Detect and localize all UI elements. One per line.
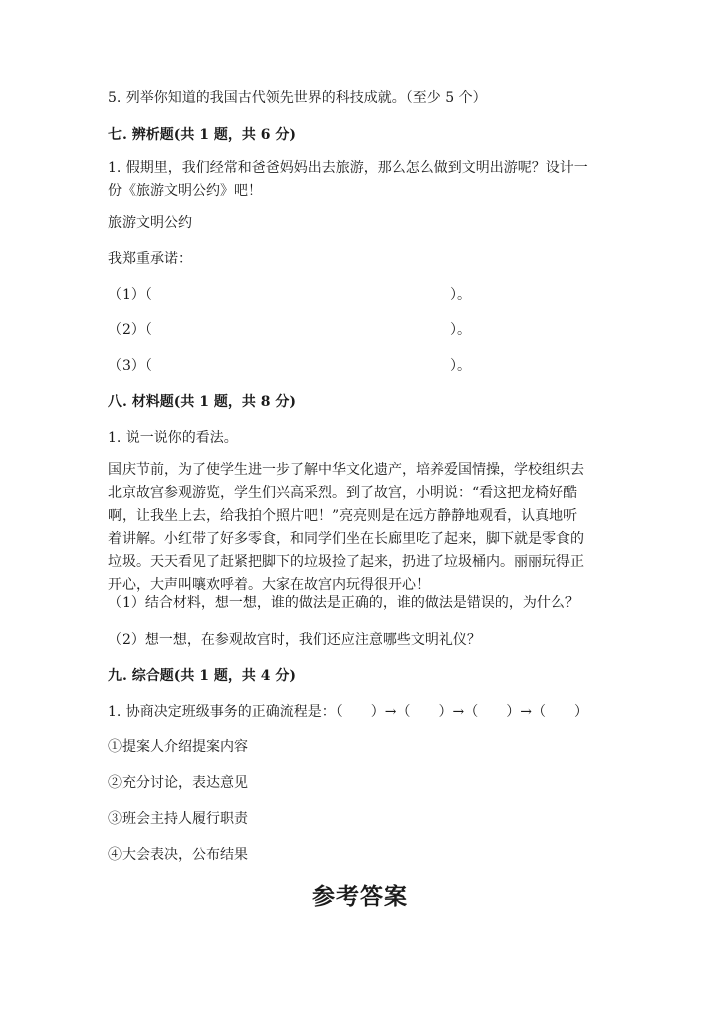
option-1: ①提案人介绍提案内容 xyxy=(108,739,248,755)
material-line: 啊，让我坐上去，给我拍个照片吧！”亮亮则是在远方静静地观看，认真地听 xyxy=(108,508,578,524)
material-line: 开心，大声叫嚷欢呼着。大家在故宫内玩得很开心！ xyxy=(108,577,430,593)
sub-question-2: （2）想一想，在参观故宫时，我们还应注意哪些文明礼仪？ xyxy=(108,632,481,648)
answer-title: 参考答案 xyxy=(312,883,408,910)
question-5: 5. 列举你知道的我国古代领先世界的科技成就。（至少 5 个） xyxy=(108,90,487,106)
material-paragraph xyxy=(108,459,620,597)
section-9-heading: 九. 综合题(共 1 题，共 4 分) xyxy=(108,668,296,684)
option-3: ③班会主持人履行职责 xyxy=(108,811,248,827)
material-line: 北京故宫参观游览，学生们兴高采烈。到了故宫，小明说：“看这把龙椅好酷 xyxy=(108,485,578,501)
sub-question-1: （1）结合材料，想一想，谁的做法是正确的，谁的做法是错误的，为什么？ xyxy=(108,595,579,611)
blank-2-label: （2）（ xyxy=(108,322,152,338)
blank-2-close: ）。 xyxy=(450,322,471,338)
blank-3-label: （3）（ xyxy=(108,358,152,374)
blank-3-close: ）。 xyxy=(450,358,471,374)
section-8-heading: 八. 材料题(共 1 题，共 8 分) xyxy=(108,394,296,410)
section-7-heading: 七. 辨析题(共 1 题，共 6 分) xyxy=(108,127,296,143)
convention-title: 旅游文明公约 xyxy=(108,215,192,231)
option-2: ②充分讨论，表达意见 xyxy=(108,775,248,791)
section-8-question-1: 1. 说一说你的看法。 xyxy=(108,430,238,446)
pledge-line: 我郑重承诺： xyxy=(108,251,192,267)
question-line: 1. 假期里，我们经常和爸爸妈妈出去旅游，那么怎么做到文明出游呢？设计一 xyxy=(108,160,588,176)
material-line: 国庆节前，为了使学生进一步了解中华文化遗产，培养爱国情操，学校组织去 xyxy=(108,462,584,478)
option-4: ④大会表决，公布结果 xyxy=(108,847,248,863)
section-9-question-1: 1. 协商决定班级事务的正确流程是：（ ）→（ ）→（ ）→（ ） xyxy=(108,704,588,720)
material-line: 垃圾。天天看见了赶紧把脚下的垃圾捡了起来，扔进了垃圾桶内。丽丽玩得正 xyxy=(108,554,584,570)
section-7-question-1 xyxy=(108,157,620,203)
question-line: 份《旅游文明公约》吧！ xyxy=(108,183,262,199)
blank-1-label: （1）（ xyxy=(108,287,152,303)
material-line: 着讲解。小红带了好多零食，和同学们坐在长廊里吃了起来，脚下就是零食的 xyxy=(108,531,584,547)
blank-1-close: ）。 xyxy=(450,287,471,303)
